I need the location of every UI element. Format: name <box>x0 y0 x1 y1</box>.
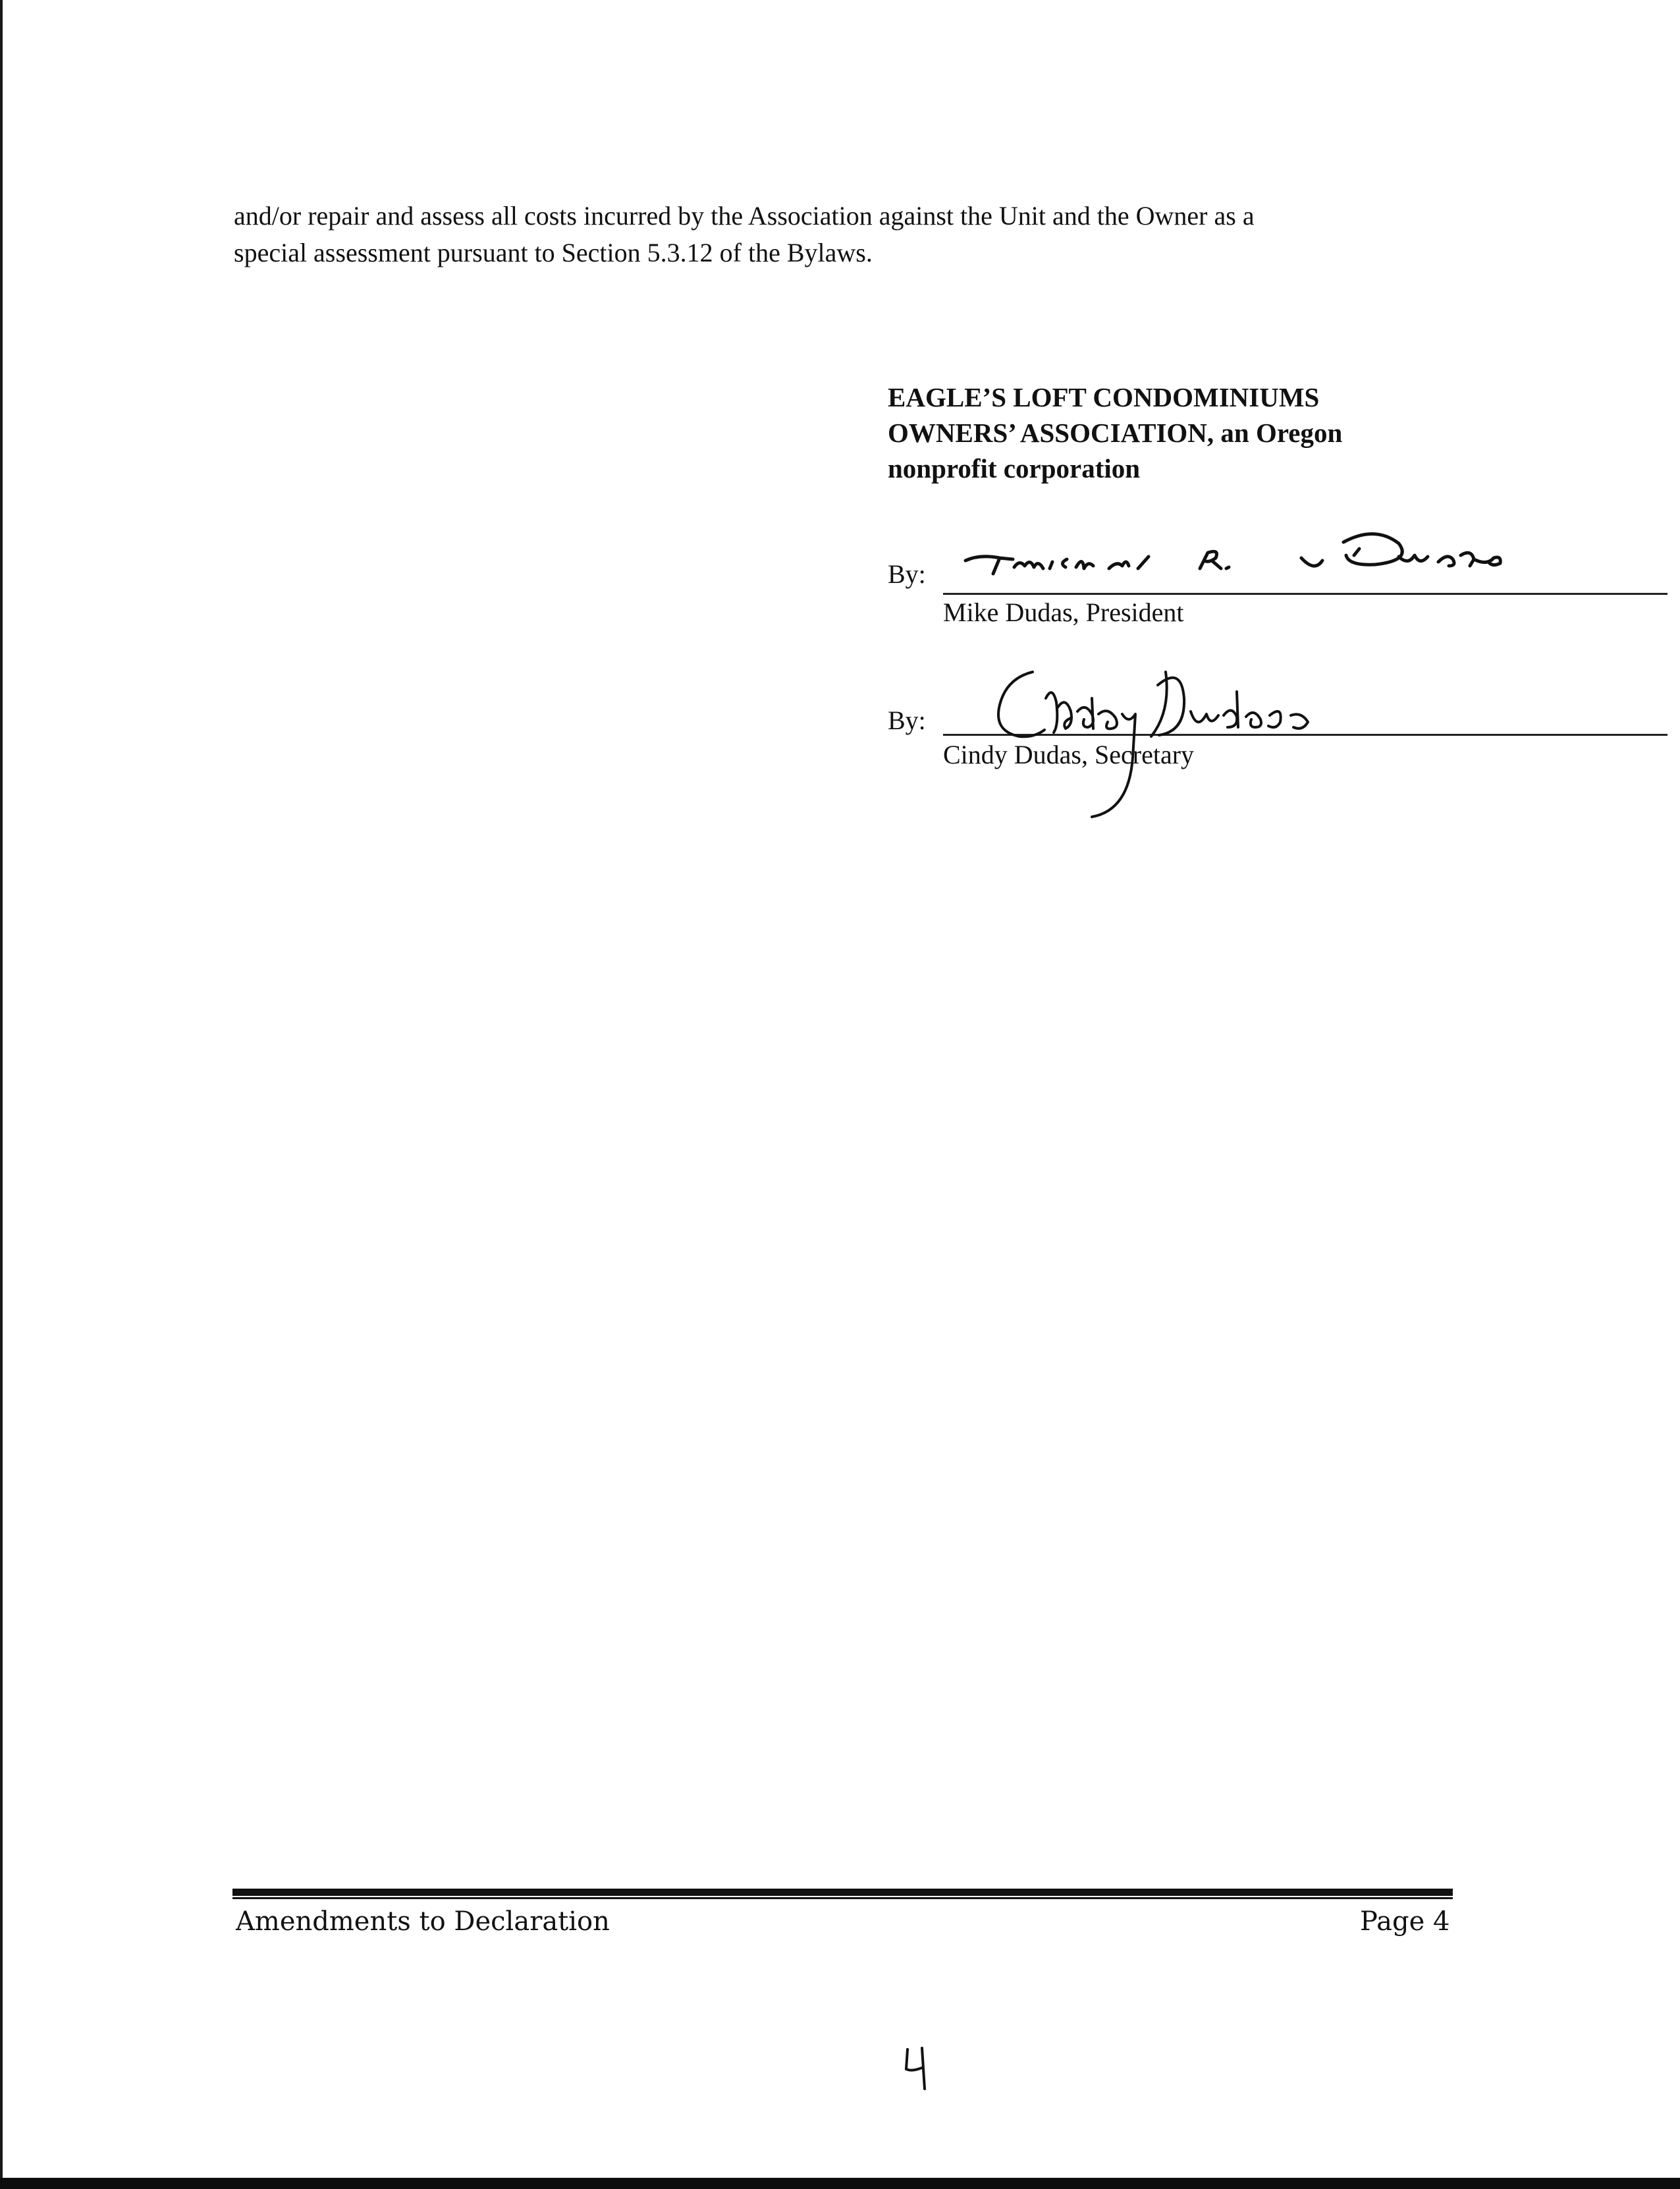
handwritten-signature-cindy-dudas <box>993 659 1362 830</box>
signer-name-president: Mike Dudas, President <box>943 597 1184 627</box>
scan-edge-bottom <box>0 2178 1680 2189</box>
signer-name-secretary: Cindy Dudas, Secretary <box>943 740 1195 769</box>
association-line-2: OWNERS’ ASSOCIATION, an Oregon <box>888 418 1343 448</box>
footer-rule-thick <box>232 1889 1453 1896</box>
handwritten-signature-michael-dudas <box>954 529 1680 595</box>
by-label: By: <box>888 559 926 589</box>
footer-page-number: Page 4 <box>1360 1906 1450 1937</box>
handwritten-page-number <box>902 2045 935 2092</box>
association-line-3: nonprofit corporation <box>888 453 1141 484</box>
footer-document-title: Amendments to Declaration <box>236 1906 610 1937</box>
footer-rule-thin <box>232 1897 1453 1899</box>
footer-rule <box>232 1889 1453 1899</box>
paragraph-line-2: special assessment pursuant to Section 5.3.12 of the Bylaws. <box>234 238 873 267</box>
paragraph-line-1: and/or repair and assess all costs incurred by the Association against the Unit and the Owner as a <box>234 201 1255 231</box>
signature-block-secretary <box>888 705 1680 797</box>
association-name-block <box>888 379 1342 486</box>
by-label: By: <box>888 706 926 735</box>
scan-edge-left <box>0 0 3 2189</box>
signature-block-president <box>888 559 1680 651</box>
body-paragraph <box>234 198 1452 271</box>
association-line-1: EAGLE’S LOFT CONDOMINIUMS <box>888 382 1320 412</box>
